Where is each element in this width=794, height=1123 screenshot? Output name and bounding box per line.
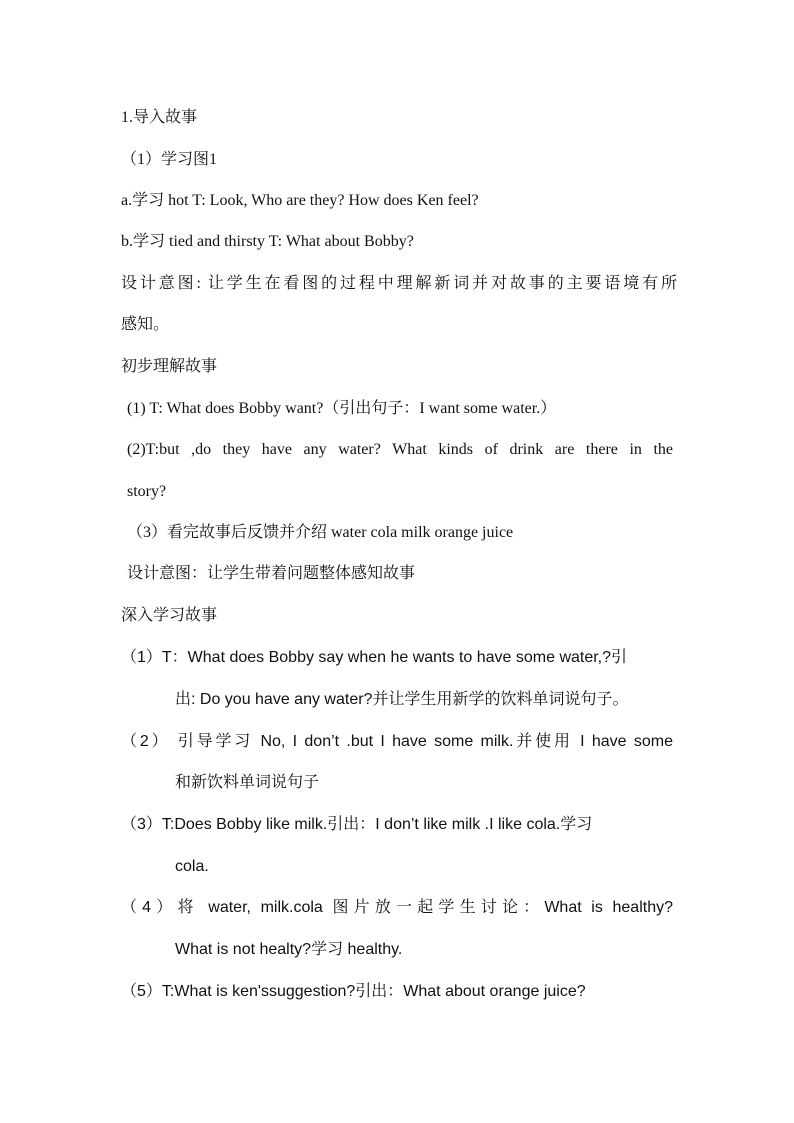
list-item: (2)T:but ,do they have any water? What kinds of drink are there in the — [127, 441, 673, 458]
list-item: （1）学习图1 — [121, 151, 218, 168]
design-intent-text: 设计意图：让学生带着问题整体感知故事 — [127, 565, 416, 582]
list-item: story? — [127, 483, 167, 500]
list-item: (1) T: What does Bobby want?（引出句子：I want some water.） — [127, 400, 557, 417]
design-intent-text: 感知。 — [121, 316, 170, 333]
list-item: （2） 引导学习 No, I don’t .but I have some milk.并使用 I have some — [121, 733, 673, 750]
section-heading-intro: 1.导入故事 — [121, 109, 198, 126]
list-item: （5）T:What is ken'ssuggestion?引出：What about orange juice? — [121, 983, 586, 1000]
list-item: （3）T:Does Bobby like milk.引出：I don’t like milk .I like cola.学习 — [121, 816, 593, 833]
section-heading-initial: 初步理解故事 — [121, 358, 218, 375]
list-item: （4）将 water, milk.cola 图片放一起学生讨论：What is healthy? — [121, 899, 673, 916]
design-intent-text: 设计意图: 让学生在看图的过程中理解新词并对故事的主要语境有所 — [121, 275, 677, 292]
list-item: b.学习 tied and thirsty T: What about Bobby? — [121, 233, 414, 250]
list-item: 出: Do you have any water?并让学生用新学的饮料单词说句子。 — [175, 691, 629, 708]
list-item: cola. — [175, 858, 209, 875]
list-item: 和新饮料单词说句子 — [175, 774, 320, 791]
list-item: a.学习 hot T: Look, Who are they? How does Ken feel? — [121, 192, 479, 209]
list-item: What is not healty?学习 healthy. — [175, 941, 403, 958]
list-item: （3）看完故事后反馈并介绍 water cola milk orange juice — [127, 524, 514, 541]
list-item: （1）T：What does Bobby say when he wants to have some water,?引 — [121, 649, 628, 666]
section-heading-deep: 深入学习故事 — [121, 607, 218, 624]
